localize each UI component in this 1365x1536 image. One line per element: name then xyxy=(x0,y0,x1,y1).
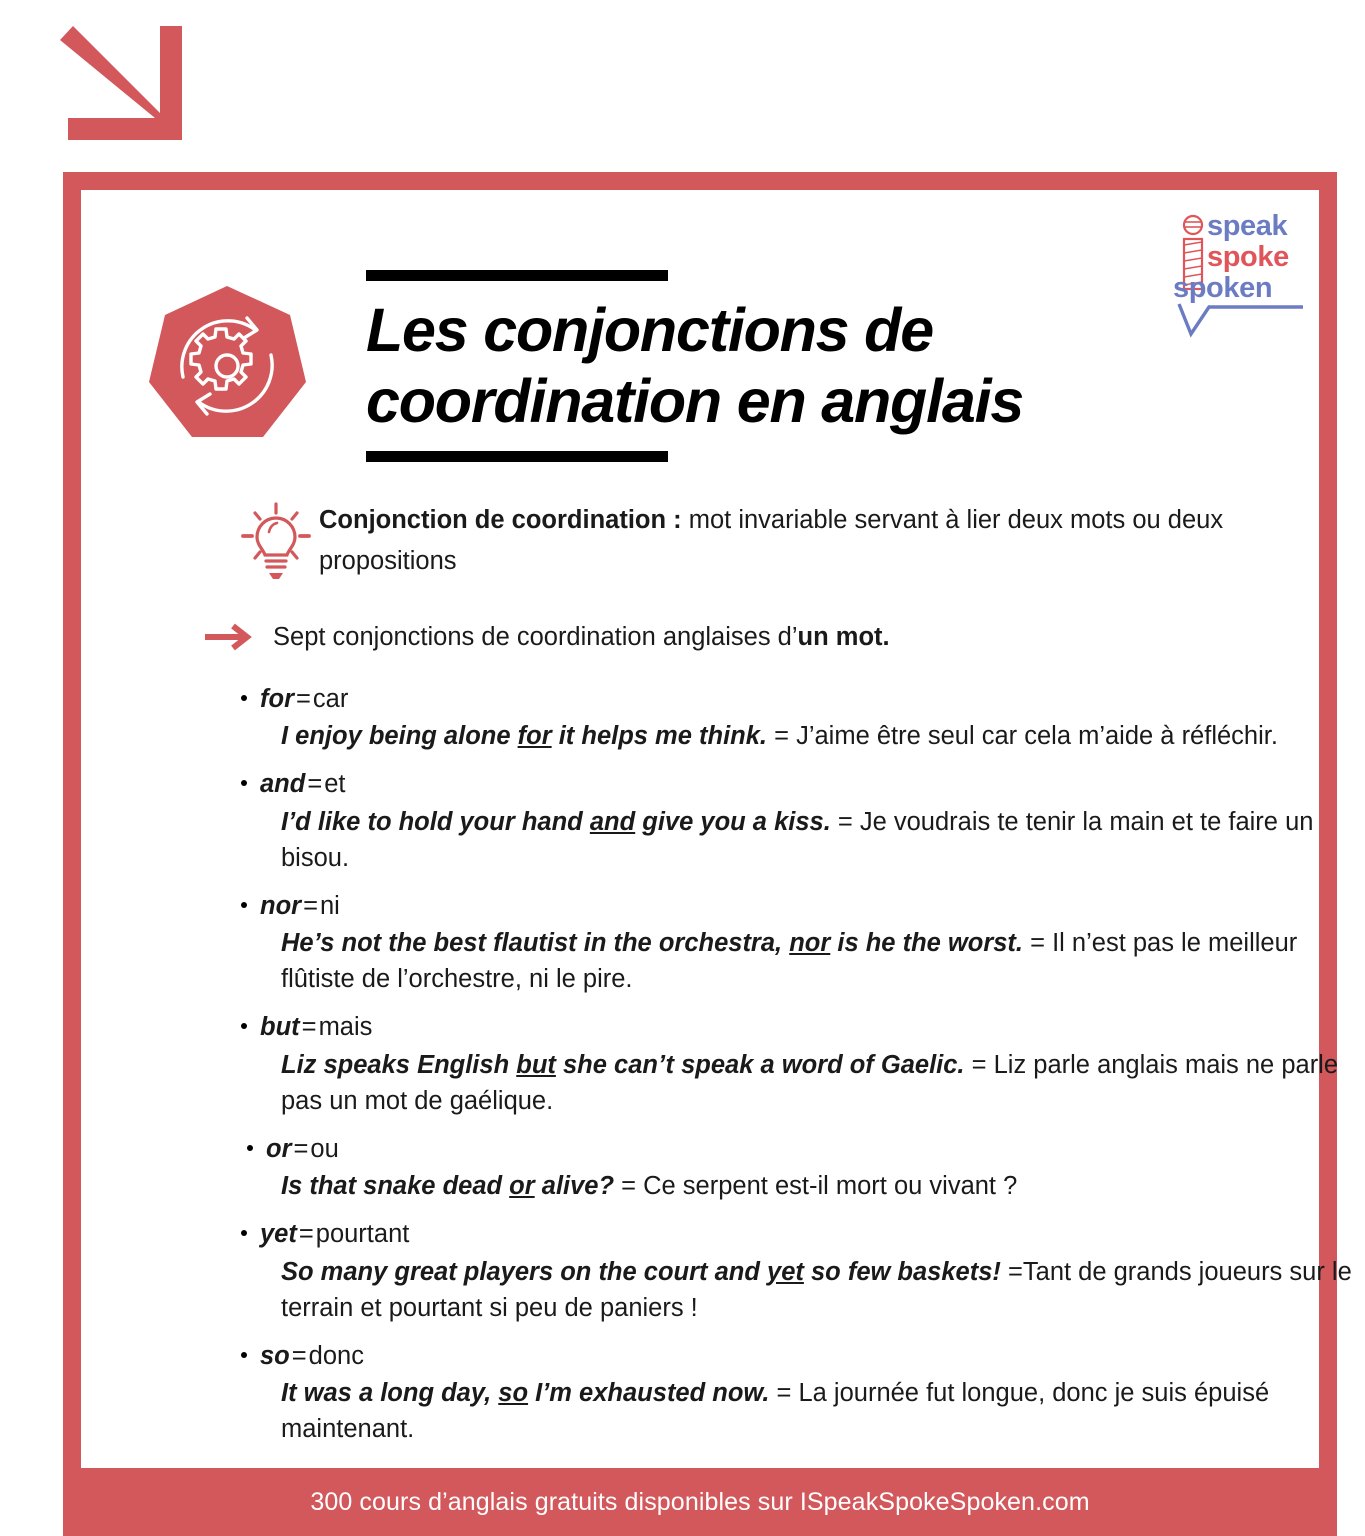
brand-logo xyxy=(1171,212,1311,342)
equals-sign: = xyxy=(296,685,311,713)
conjunction-translation: donc xyxy=(308,1341,364,1370)
conjunction-head xyxy=(229,1339,1365,1373)
example-sentence xyxy=(229,804,1365,876)
footer-text: 300 cours d’anglais gratuits disponibles sur ISpeakSpokeSpoken.com xyxy=(310,1487,1090,1516)
example-sentence xyxy=(229,1254,1365,1326)
example-english-highlight: yet xyxy=(767,1257,804,1286)
equals-sign: = xyxy=(291,1341,307,1370)
example-separator: = xyxy=(769,1379,799,1408)
conjunction-word: nor xyxy=(260,891,302,920)
example-english-after: so few baskets! xyxy=(803,1257,1001,1286)
page-title-line-2: coordination en anglais xyxy=(366,366,1024,435)
example-english-highlight: but xyxy=(516,1050,556,1079)
conjunction-word: or xyxy=(266,1135,292,1164)
conjunction-word: for xyxy=(260,685,294,713)
example-french: J’aime être seul car cela m’aide à réfléchir. xyxy=(796,722,1278,751)
example-sentence xyxy=(229,1047,1365,1119)
example-english-highlight: or xyxy=(509,1172,535,1201)
definition-text xyxy=(311,500,1361,583)
definition-block xyxy=(241,500,1361,584)
example-english xyxy=(281,722,767,750)
example-french: Tant de grands joueurs sur le terrain et pourtant si peu de paniers ! xyxy=(281,1257,1352,1322)
bullet-dot xyxy=(241,902,247,908)
equals-sign: = xyxy=(293,1135,309,1164)
example-separator: = xyxy=(1000,1257,1023,1286)
equals-sign: = xyxy=(298,1220,314,1249)
intro-block xyxy=(201,620,1351,654)
example-english xyxy=(281,1258,1001,1286)
list-item xyxy=(229,682,1365,754)
definition-label: Conjonction de coordination : xyxy=(319,506,682,534)
conjunction-translation: et xyxy=(324,770,346,799)
conjunction-word: yet xyxy=(260,1220,297,1249)
list-item xyxy=(229,1010,1365,1119)
conjunction-head xyxy=(229,767,1365,801)
intro-text-strong: un mot. xyxy=(797,622,890,651)
logo-line-speak: speak xyxy=(1207,210,1288,242)
footer xyxy=(63,1468,1337,1536)
logo-line-spoke: spoke xyxy=(1207,241,1289,273)
list-item xyxy=(229,889,1365,998)
logo-line-spoken: spoken xyxy=(1173,272,1273,304)
example-english-before: He’s not the best flautist in the orchestra, xyxy=(281,929,790,958)
bullet-dot xyxy=(241,780,247,786)
title-rule-top xyxy=(366,270,668,281)
title-rule-bottom xyxy=(366,451,668,462)
example-sentence xyxy=(229,925,1365,997)
example-french: Liz parle anglais mais ne parle pas un mot de gaélique. xyxy=(281,1050,1339,1115)
bullet-dot xyxy=(241,1230,247,1236)
example-english-after: she can’t speak a word of Gaelic. xyxy=(555,1050,965,1079)
page-title-block xyxy=(366,270,1166,462)
example-french: Je voudrais te tenir la main et te faire un bisou. xyxy=(281,807,1314,872)
list-item xyxy=(229,1132,1365,1204)
conjunction-word: so xyxy=(260,1341,290,1370)
poster-content xyxy=(81,190,1352,1468)
example-separator: = xyxy=(767,722,797,751)
example-sentence xyxy=(229,1375,1365,1447)
example-english xyxy=(281,1379,769,1407)
example-english-highlight: for xyxy=(517,722,552,751)
lightbulb-icon xyxy=(241,502,311,584)
list-item xyxy=(229,1217,1365,1326)
example-english xyxy=(281,929,1023,957)
example-english-before: Liz speaks English xyxy=(281,1050,517,1079)
example-english-highlight: so xyxy=(498,1379,529,1408)
bullet-dot xyxy=(241,1352,247,1358)
example-separator: = xyxy=(964,1050,994,1079)
bullet-dot xyxy=(241,695,247,701)
example-english-after: I’m exhausted now. xyxy=(528,1379,770,1408)
conjunction-head xyxy=(229,1217,1365,1251)
example-english-highlight: and xyxy=(589,807,636,836)
list-item xyxy=(229,1339,1365,1448)
conjunction-head xyxy=(229,1010,1365,1044)
page-title xyxy=(366,295,1166,437)
logo-wordmark xyxy=(1173,210,1289,305)
conjunction-head xyxy=(229,889,1365,923)
conjunction-word: but xyxy=(260,1013,300,1042)
conjunction-head xyxy=(229,682,1365,716)
example-english-after: is he the worst. xyxy=(830,929,1024,958)
example-english xyxy=(281,1051,965,1079)
example-english xyxy=(281,808,831,836)
conjunction-word: and xyxy=(260,770,306,799)
conjunction-translation: pourtant xyxy=(315,1220,410,1249)
gear-refresh-icon xyxy=(143,282,311,450)
example-english-highlight: nor xyxy=(789,929,831,958)
definition-body: mot invariable servant à lier deux mots ou deux propositions xyxy=(319,506,1224,576)
conjunction-list xyxy=(229,682,1365,1461)
conjunction-translation: mais xyxy=(318,1013,373,1042)
example-sentence xyxy=(229,718,1365,754)
example-separator: = xyxy=(1023,929,1053,958)
page-title-line-1: Les conjonctions de xyxy=(366,296,933,364)
example-separator: = xyxy=(830,807,860,836)
poster-frame xyxy=(63,172,1352,1536)
equals-sign: = xyxy=(307,770,323,799)
diagonal-arrow-down-right-icon xyxy=(42,12,182,152)
example-english-before: It was a long day, xyxy=(281,1379,499,1408)
example-english-before: Is that snake dead xyxy=(281,1172,510,1201)
example-english-after: it helps me think. xyxy=(551,722,767,751)
example-french: La journée fut longue, donc je suis épuisé maintenant. xyxy=(281,1379,1270,1444)
bullet-dot xyxy=(247,1145,253,1151)
equals-sign: = xyxy=(303,891,318,920)
example-english-after: alive? xyxy=(534,1172,615,1201)
intro-text-plain: Sept conjonctions de coordination anglaises d’ xyxy=(273,622,798,651)
bullet-dot xyxy=(241,1023,247,1029)
example-english-before: So many great players on the court and xyxy=(281,1257,768,1286)
example-english-before: I enjoy being alone xyxy=(281,722,518,751)
example-french: Ce serpent est-il mort ou vivant ? xyxy=(643,1172,1018,1201)
arrow-right-icon xyxy=(201,620,257,654)
example-sentence xyxy=(229,1168,1365,1204)
example-english-before: I’d like to hold your hand xyxy=(281,807,590,836)
conjunction-translation: ni xyxy=(319,891,340,920)
list-item xyxy=(229,767,1365,876)
example-english-after: give you a kiss. xyxy=(635,807,831,836)
conjunction-translation: ou xyxy=(310,1135,339,1164)
example-separator: = xyxy=(614,1172,644,1201)
equals-sign: = xyxy=(301,1013,317,1042)
conjunction-head xyxy=(229,1132,1365,1166)
intro-text xyxy=(257,623,890,652)
example-english xyxy=(281,1172,614,1200)
conjunction-translation: car xyxy=(312,685,349,713)
example-french: Il n’est pas le meilleur flûtiste de l’orchestre, ni le pire. xyxy=(281,929,1298,994)
